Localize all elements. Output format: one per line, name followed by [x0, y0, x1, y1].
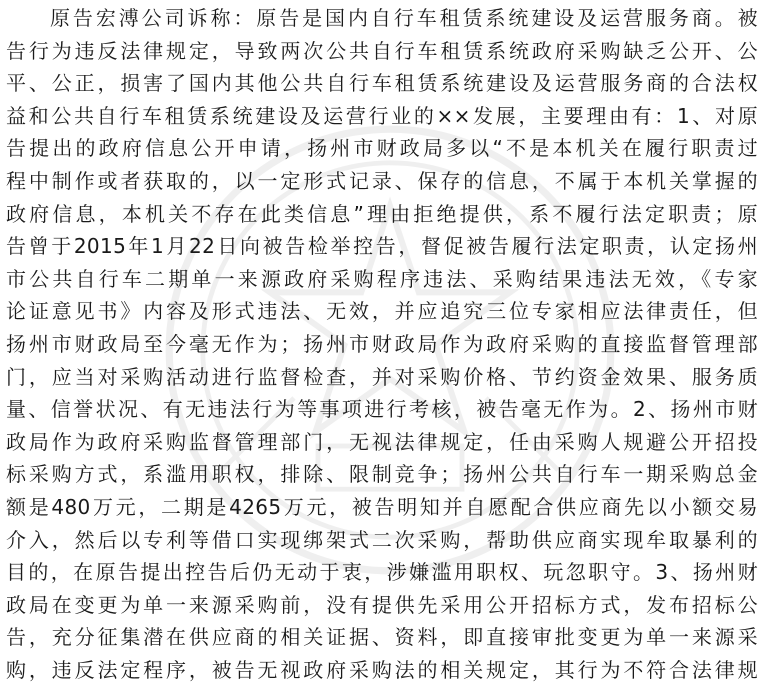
text-line: 目的，在原告提出控告后仍无动于衷，涉嫌滥用职权、玩忽职守。3、扬州财 [6, 560, 758, 585]
text-line: 告提出的政府信息公开申请，扬州市财政局多以“不是本机关在履行职责过 [6, 136, 758, 161]
text-line: 门，应当对采购活动进行监督检查，并对采购价格、节约资金效果、服务质 [6, 364, 758, 389]
text-line: 量、信誉状况、有无违法行为等事项进行考核，被告毫无作为。2、扬州市财 [6, 397, 758, 422]
text-line: 扬州市财政局至今毫无作为；扬州市财政局作为政府采购的直接监督管理部 [6, 331, 758, 356]
text-line: 平、公正，损害了国内其他公共自行车租赁系统建设及运营服务商的合法权 [6, 71, 758, 96]
text-line: 告曾于2015年1月22日向被告检举控告，督促被告履行法定职责，认定扬州 [6, 234, 758, 259]
text-line: 原告宏溥公司诉称：原告是国内自行车租赁系统建设及运营服务商。被 [50, 6, 758, 30]
text-line: 益和公共自行车租赁系统建设及运营行业的××发展，主要理由有：1、对原 [6, 103, 758, 128]
text-line: 标采购方式，系滥用职权，排除、限制竞争；扬州公共自行车一期采购总金 [6, 462, 758, 487]
text-line: 告行为违反法律规定，导致两次公共自行车租赁系统政府采购缺乏公开、公 [6, 38, 758, 63]
text-line: 论证意见书》内容及形式违法、无效，并应追究三位专家相应法律责任，但 [6, 299, 758, 324]
text-line: 程中制作或者获取的，以一定形式记录、保存的信息，不属于本机关掌握的 [6, 168, 758, 193]
text-line: 购，违反法定程序，被告无视政府采购法的相关规定，其行为不符合法律规 [6, 657, 758, 682]
text-line: 市公共自行车二期单一来源政府采购程序违法、采购结果违法无效，《专家 [6, 266, 758, 291]
text-line: 告，充分征集潜在供应商的相关证据、资料，即直接审批变更为单一来源采 [6, 625, 758, 650]
text-line: 额是480万元，二期是4265万元，被告明知并自愿配合供应商先以小额交易 [6, 494, 758, 519]
text-line: 政局作为政府采购监督管理部门，无视法律规定，任由采购人规避公开招投 [6, 429, 758, 454]
text-line: 政局在变更为单一来源采购前，没有提供先采用公开招标方式，发布招标公 [6, 592, 758, 617]
text-line: 政府信息，本机关不存在此类信息”理由拒绝提供，系不履行法定职责；原 [6, 201, 758, 226]
text-line: 介入，然后以专利等借口实现绑架式二次采购，帮助供应商实现牟取暴利的 [6, 527, 758, 552]
judgment-text [6, 2, 758, 684]
